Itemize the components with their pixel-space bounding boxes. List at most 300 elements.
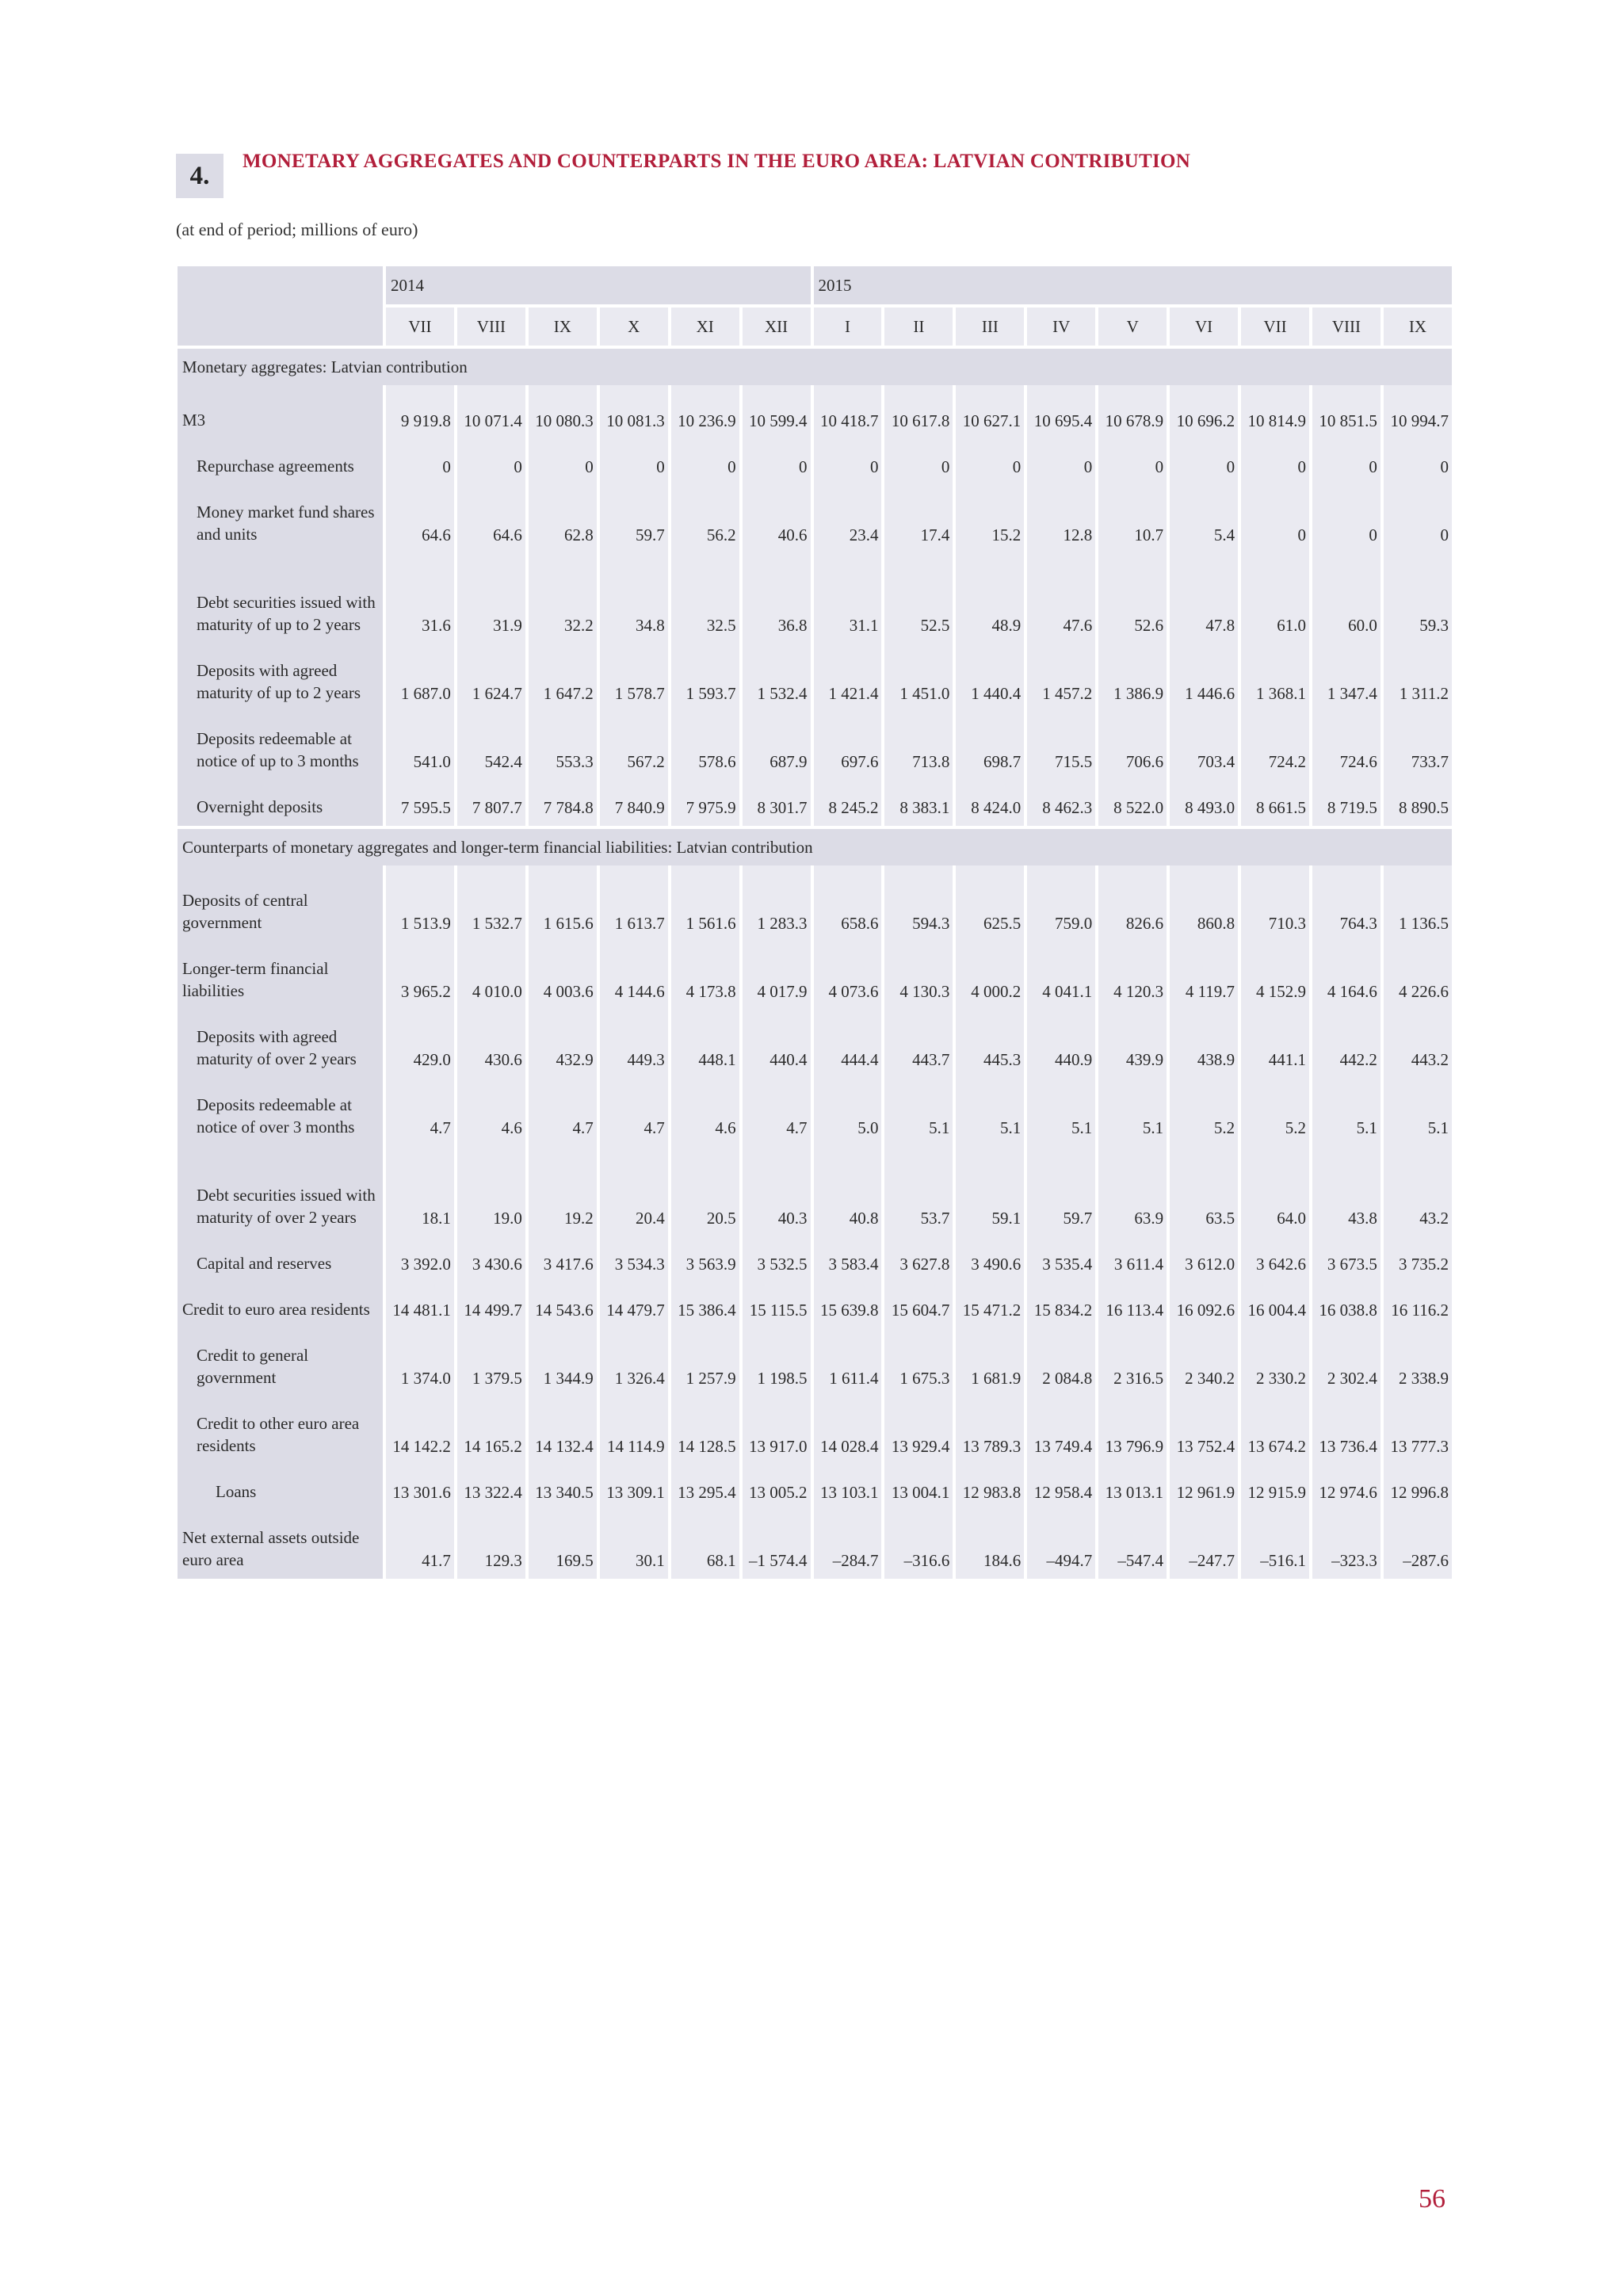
month-header: IX	[1384, 304, 1452, 346]
value-cell: 541.0	[386, 712, 454, 780]
value-cell: 625.5	[956, 873, 1024, 942]
value-cell: 5.1	[1312, 1078, 1381, 1146]
value-cell: 429.0	[386, 1010, 454, 1078]
value-cell: 1 198.5	[743, 1328, 811, 1396]
value-cell: 15 386.4	[671, 1282, 739, 1328]
value-cell: 1 379.5	[457, 1328, 525, 1396]
value-cell: 10 236.9	[671, 393, 739, 439]
row-label	[178, 1465, 383, 1511]
row-label	[178, 1511, 383, 1579]
value-cell: 14 499.7	[457, 1282, 525, 1328]
value-cell: 2 330.2	[1241, 1328, 1309, 1396]
month-header: VIII	[1312, 304, 1381, 346]
value-cell: 63.9	[1098, 1146, 1167, 1236]
value-cell: 13 301.6	[386, 1465, 454, 1511]
value-cell: 14 142.2	[386, 1396, 454, 1465]
row-label-text: Credit to general government	[197, 1346, 309, 1387]
value-cell: 13 749.4	[1027, 1396, 1095, 1465]
value-cell: 3 534.3	[600, 1236, 668, 1282]
section-label: Counterparts of monetary aggregates and longer-term financial liabilities: Latvian contribution	[178, 826, 1452, 865]
value-cell: 1 647.2	[529, 644, 597, 712]
value-cell: 710.3	[1241, 873, 1309, 942]
header-corner	[178, 266, 383, 346]
value-cell: 5.1	[1027, 1078, 1095, 1146]
month-header: I	[814, 304, 882, 346]
value-cell: 8 383.1	[884, 780, 953, 826]
value-cell: 1 386.9	[1098, 644, 1167, 712]
year-2014: 2014	[386, 266, 811, 304]
value-cell: 1 675.3	[884, 1328, 953, 1396]
value-cell: 1 687.0	[386, 644, 454, 712]
row-label	[178, 1010, 383, 1078]
row-label	[178, 780, 383, 826]
value-cell: 34.8	[600, 553, 668, 644]
value-cell: 3 490.6	[956, 1236, 1024, 1282]
spacer-cell	[884, 865, 953, 873]
spacer-cell	[178, 865, 383, 873]
table-row	[178, 1328, 1452, 1396]
spacer-cell	[1241, 385, 1309, 393]
value-cell: 1 283.3	[743, 873, 811, 942]
value-cell: 542.4	[457, 712, 525, 780]
value-cell: 1 257.9	[671, 1328, 739, 1396]
value-cell: 1 136.5	[1384, 873, 1452, 942]
value-cell: 724.2	[1241, 712, 1309, 780]
value-cell: 14 165.2	[457, 1396, 525, 1465]
value-cell: 444.4	[814, 1010, 882, 1078]
value-cell: 3 673.5	[1312, 1236, 1381, 1282]
value-cell: 687.9	[743, 712, 811, 780]
month-header: XI	[671, 304, 739, 346]
value-cell: 12 983.8	[956, 1465, 1024, 1511]
value-cell: 594.3	[884, 873, 953, 942]
value-cell: 32.5	[671, 553, 739, 644]
spacer-cell	[529, 385, 597, 393]
value-cell: 59.3	[1384, 553, 1452, 644]
value-cell: 59.7	[600, 485, 668, 553]
row-label-text: Longer-term financial liabilities	[182, 959, 329, 1000]
spacer-cell	[743, 385, 811, 393]
row-label	[178, 1146, 383, 1236]
spacer-cell	[814, 865, 882, 873]
value-cell: 64.0	[1241, 1146, 1309, 1236]
value-cell: 759.0	[1027, 873, 1095, 942]
value-cell: 64.6	[457, 485, 525, 553]
value-cell: 19.0	[457, 1146, 525, 1236]
value-cell: 18.1	[386, 1146, 454, 1236]
value-cell: 0	[600, 439, 668, 485]
spacer-cell	[1312, 865, 1381, 873]
value-cell: 59.1	[956, 1146, 1024, 1236]
value-cell: 1 532.4	[743, 644, 811, 712]
value-cell: 8 890.5	[1384, 780, 1452, 826]
value-cell: 3 535.4	[1027, 1236, 1095, 1282]
value-cell: 5.1	[1098, 1078, 1167, 1146]
value-cell: 10 851.5	[1312, 393, 1381, 439]
spacer-cell	[1384, 865, 1452, 873]
value-cell: 8 462.3	[1027, 780, 1095, 826]
value-cell: 60.0	[1312, 553, 1381, 644]
value-cell: 4 073.6	[814, 942, 882, 1010]
month-header: XII	[743, 304, 811, 346]
value-cell: 12.8	[1027, 485, 1095, 553]
value-cell: 10.7	[1098, 485, 1167, 553]
value-cell: 30.1	[600, 1511, 668, 1579]
value-cell: 578.6	[671, 712, 739, 780]
value-cell: 553.3	[529, 712, 597, 780]
row-label	[178, 942, 383, 1010]
value-cell: –287.6	[1384, 1511, 1452, 1579]
value-cell: 0	[1312, 439, 1381, 485]
value-cell: 17.4	[884, 485, 953, 553]
spacer-row	[178, 865, 1452, 873]
value-cell: 13 789.3	[956, 1396, 1024, 1465]
value-cell: 43.2	[1384, 1146, 1452, 1236]
value-cell: –247.7	[1170, 1511, 1238, 1579]
value-cell: 724.6	[1312, 712, 1381, 780]
value-cell: 0	[1241, 439, 1309, 485]
value-cell: 53.7	[884, 1146, 953, 1236]
value-cell: 4 164.6	[1312, 942, 1381, 1010]
value-cell: 1 578.7	[600, 644, 668, 712]
value-cell: 1 421.4	[814, 644, 882, 712]
value-cell: 4 041.1	[1027, 942, 1095, 1010]
row-label-text: Deposits redeemable at notice of up to 3 months	[197, 729, 359, 770]
row-label	[178, 485, 383, 553]
value-cell: 2 338.9	[1384, 1328, 1452, 1396]
table-row	[178, 1146, 1452, 1236]
value-cell: 3 392.0	[386, 1236, 454, 1282]
spacer-cell	[956, 865, 1024, 873]
value-cell: 7 975.9	[671, 780, 739, 826]
value-cell: –316.6	[884, 1511, 953, 1579]
value-cell: –284.7	[814, 1511, 882, 1579]
value-cell: 1 440.4	[956, 644, 1024, 712]
value-cell: 12 996.8	[1384, 1465, 1452, 1511]
section-label: Monetary aggregates: Latvian contribution	[178, 346, 1452, 385]
value-cell: –494.7	[1027, 1511, 1095, 1579]
value-cell: 31.6	[386, 553, 454, 644]
value-cell: 41.7	[386, 1511, 454, 1579]
value-cell: 59.7	[1027, 1146, 1095, 1236]
table-row	[178, 644, 1452, 712]
row-label-text: M3	[182, 411, 206, 430]
value-cell: 5.1	[1384, 1078, 1452, 1146]
value-cell: 15 471.2	[956, 1282, 1024, 1328]
table-row	[178, 1396, 1452, 1465]
value-cell: 4 144.6	[600, 942, 668, 1010]
value-cell: 8 301.7	[743, 780, 811, 826]
value-cell: 13 777.3	[1384, 1396, 1452, 1465]
value-cell: 10 695.4	[1027, 393, 1095, 439]
value-cell: 733.7	[1384, 712, 1452, 780]
value-cell: 64.6	[386, 485, 454, 553]
value-cell: 860.8	[1170, 873, 1238, 942]
section-number: 4.	[176, 154, 223, 198]
value-cell: 698.7	[956, 712, 1024, 780]
value-cell: 3 965.2	[386, 942, 454, 1010]
value-cell: 7 807.7	[457, 780, 525, 826]
table-row	[178, 873, 1452, 942]
value-cell: 23.4	[814, 485, 882, 553]
value-cell: 0	[1098, 439, 1167, 485]
value-cell: 3 642.6	[1241, 1236, 1309, 1282]
value-cell: 443.2	[1384, 1010, 1452, 1078]
month-header: VI	[1170, 304, 1238, 346]
section-title: MONETARY AGGREGATES AND COUNTERPARTS IN THE EURO AREA: LATVIAN CONTRIBUTION	[242, 151, 1191, 172]
row-label-text: Repurchase agreements	[197, 457, 354, 476]
value-cell: 443.7	[884, 1010, 953, 1078]
value-cell: 703.4	[1170, 712, 1238, 780]
value-cell: 32.2	[529, 553, 597, 644]
value-cell: 14 481.1	[386, 1282, 454, 1328]
value-cell: 10 627.1	[956, 393, 1024, 439]
value-cell: 0	[457, 439, 525, 485]
value-cell: 0	[386, 439, 454, 485]
value-cell: 12 958.4	[1027, 1465, 1095, 1511]
spacer-cell	[884, 385, 953, 393]
row-label-text: Capital and reserves	[197, 1254, 332, 1273]
value-cell: 7 840.9	[600, 780, 668, 826]
value-cell: 10 678.9	[1098, 393, 1167, 439]
value-cell: 40.8	[814, 1146, 882, 1236]
value-cell: 438.9	[1170, 1010, 1238, 1078]
row-label-text: Deposits with agreed maturity of up to 2 years	[197, 661, 361, 702]
section-header-monetary	[178, 346, 1452, 385]
value-cell: 13 340.5	[529, 1465, 597, 1511]
spacer-cell	[600, 865, 668, 873]
value-cell: 15 604.7	[884, 1282, 953, 1328]
value-cell: 14 028.4	[814, 1396, 882, 1465]
spacer-cell	[1312, 385, 1381, 393]
value-cell: 1 615.6	[529, 873, 597, 942]
value-cell: 1 347.4	[1312, 644, 1381, 712]
value-cell: 432.9	[529, 1010, 597, 1078]
table-row	[178, 439, 1452, 485]
value-cell: 13 322.4	[457, 1465, 525, 1511]
value-cell: 4 130.3	[884, 942, 953, 1010]
value-cell: 1 532.7	[457, 873, 525, 942]
value-cell: 13 917.0	[743, 1396, 811, 1465]
value-cell: 1 368.1	[1241, 644, 1309, 712]
value-cell: 1 326.4	[600, 1328, 668, 1396]
value-cell: 3 612.0	[1170, 1236, 1238, 1282]
value-cell: 715.5	[1027, 712, 1095, 780]
value-cell: 40.3	[743, 1146, 811, 1236]
page-number: 56	[1419, 2184, 1445, 2214]
spacer-cell	[671, 865, 739, 873]
value-cell: 5.0	[814, 1078, 882, 1146]
value-cell: 61.0	[1241, 553, 1309, 644]
value-cell: 0	[1027, 439, 1095, 485]
table-row	[178, 1236, 1452, 1282]
value-cell: 8 245.2	[814, 780, 882, 826]
row-label-text: Credit to euro area residents	[182, 1300, 370, 1319]
spacer-cell	[457, 385, 525, 393]
value-cell: 4 120.3	[1098, 942, 1167, 1010]
value-cell: 43.8	[1312, 1146, 1381, 1236]
table-row	[178, 1078, 1452, 1146]
table-row	[178, 553, 1452, 644]
value-cell: 52.5	[884, 553, 953, 644]
month-header: V	[1098, 304, 1167, 346]
value-cell: 0	[884, 439, 953, 485]
value-cell: 0	[814, 439, 882, 485]
value-cell: 3 563.9	[671, 1236, 739, 1282]
value-cell: 0	[956, 439, 1024, 485]
value-cell: 14 128.5	[671, 1396, 739, 1465]
value-cell: 4.7	[529, 1078, 597, 1146]
value-cell: 13 013.1	[1098, 1465, 1167, 1511]
year-header-row	[178, 266, 1452, 304]
spacer-cell	[743, 865, 811, 873]
value-cell: 62.8	[529, 485, 597, 553]
row-label-text: Deposits redeemable at notice of over 3 months	[197, 1095, 355, 1137]
spacer-cell	[386, 865, 454, 873]
value-cell: 440.4	[743, 1010, 811, 1078]
value-cell: 445.3	[956, 1010, 1024, 1078]
value-cell: 8 424.0	[956, 780, 1024, 826]
value-cell: 13 295.4	[671, 1465, 739, 1511]
value-cell: 3 532.5	[743, 1236, 811, 1282]
value-cell: 439.9	[1098, 1010, 1167, 1078]
value-cell: 14 543.6	[529, 1282, 597, 1328]
table-row	[178, 780, 1452, 826]
value-cell: 169.5	[529, 1511, 597, 1579]
year-2015: 2015	[814, 266, 1452, 304]
row-label-text: Debt securities issued with maturity of over 2 years	[197, 1186, 376, 1227]
value-cell: 697.6	[814, 712, 882, 780]
value-cell: 4 000.2	[956, 942, 1024, 1010]
table-row	[178, 942, 1452, 1010]
value-cell: 14 479.7	[600, 1282, 668, 1328]
spacer-cell	[178, 385, 383, 393]
month-header: X	[600, 304, 668, 346]
table-row	[178, 1465, 1452, 1511]
value-cell: 440.9	[1027, 1010, 1095, 1078]
value-cell: 1 624.7	[457, 644, 525, 712]
value-cell: 129.3	[457, 1511, 525, 1579]
row-label	[178, 644, 383, 712]
spacer-cell	[457, 865, 525, 873]
spacer-cell	[1098, 865, 1167, 873]
row-label	[178, 1328, 383, 1396]
value-cell: 16 038.8	[1312, 1282, 1381, 1328]
value-cell: 12 961.9	[1170, 1465, 1238, 1511]
value-cell: 1 446.6	[1170, 644, 1238, 712]
value-cell: 4.7	[386, 1078, 454, 1146]
spacer-cell	[1241, 865, 1309, 873]
value-cell: 449.3	[600, 1010, 668, 1078]
section-header-counterparts	[178, 826, 1452, 865]
value-cell: 3 417.6	[529, 1236, 597, 1282]
value-cell: 764.3	[1312, 873, 1381, 942]
value-cell: 68.1	[671, 1511, 739, 1579]
value-cell: 4 017.9	[743, 942, 811, 1010]
row-label-text: Debt securities issued with maturity of up to 2 years	[197, 593, 376, 634]
value-cell: 1 451.0	[884, 644, 953, 712]
value-cell: 16 092.6	[1170, 1282, 1238, 1328]
value-cell: 19.2	[529, 1146, 597, 1236]
spacer-cell	[956, 385, 1024, 393]
row-label-text: Loans	[216, 1482, 257, 1501]
value-cell: 31.1	[814, 553, 882, 644]
value-cell: 448.1	[671, 1010, 739, 1078]
row-label	[178, 439, 383, 485]
value-cell: –516.1	[1241, 1511, 1309, 1579]
value-cell: 31.9	[457, 553, 525, 644]
value-cell: 3 583.4	[814, 1236, 882, 1282]
row-label	[178, 1282, 383, 1328]
value-cell: 4.7	[743, 1078, 811, 1146]
value-cell: 15.2	[956, 485, 1024, 553]
value-cell: 5.1	[956, 1078, 1024, 1146]
row-label-text: Money market fund shares and units	[197, 502, 375, 544]
row-label	[178, 1236, 383, 1282]
value-cell: 1 374.0	[386, 1328, 454, 1396]
spacer-cell	[1027, 865, 1095, 873]
month-header: IX	[529, 304, 597, 346]
value-cell: 3 430.6	[457, 1236, 525, 1282]
value-cell: 13 004.1	[884, 1465, 953, 1511]
row-label	[178, 1396, 383, 1465]
value-cell: 4 010.0	[457, 942, 525, 1010]
spacer-cell	[600, 385, 668, 393]
value-cell: 2 340.2	[1170, 1328, 1238, 1396]
value-cell: 12 915.9	[1241, 1465, 1309, 1511]
value-cell: 10 599.4	[743, 393, 811, 439]
value-cell: 5.2	[1241, 1078, 1309, 1146]
value-cell: 4.6	[457, 1078, 525, 1146]
value-cell: 20.4	[600, 1146, 668, 1236]
value-cell: 0	[1384, 485, 1452, 553]
value-cell: 1 561.6	[671, 873, 739, 942]
spacer-cell	[1027, 385, 1095, 393]
value-cell: 13 796.9	[1098, 1396, 1167, 1465]
row-label	[178, 873, 383, 942]
table-row	[178, 1511, 1452, 1579]
value-cell: 3 611.4	[1098, 1236, 1167, 1282]
value-cell: 14 114.9	[600, 1396, 668, 1465]
value-cell: 5.2	[1170, 1078, 1238, 1146]
month-header: VII	[1241, 304, 1309, 346]
value-cell: 4 226.6	[1384, 942, 1452, 1010]
row-label	[178, 1078, 383, 1146]
table-row	[178, 393, 1452, 439]
value-cell: 8 661.5	[1241, 780, 1309, 826]
value-cell: 14 132.4	[529, 1396, 597, 1465]
value-cell: 16 113.4	[1098, 1282, 1167, 1328]
table-subtitle: (at end of period; millions of euro)	[176, 220, 418, 239]
value-cell: 4 003.6	[529, 942, 597, 1010]
month-header: III	[956, 304, 1024, 346]
value-cell: 1 681.9	[956, 1328, 1024, 1396]
row-label-text: Credit to other euro area residents	[197, 1414, 360, 1455]
value-cell: 441.1	[1241, 1010, 1309, 1078]
row-label	[178, 712, 383, 780]
value-cell: 40.6	[743, 485, 811, 553]
row-label	[178, 553, 383, 644]
row-label	[178, 393, 383, 439]
value-cell: 4.7	[600, 1078, 668, 1146]
value-cell: 16 116.2	[1384, 1282, 1452, 1328]
month-header: VIII	[457, 304, 525, 346]
value-cell: 1 311.2	[1384, 644, 1452, 712]
value-cell: –547.4	[1098, 1511, 1167, 1579]
spacer-row	[178, 385, 1452, 393]
row-label-text: Deposits of central government	[182, 891, 308, 932]
spacer-cell	[386, 385, 454, 393]
